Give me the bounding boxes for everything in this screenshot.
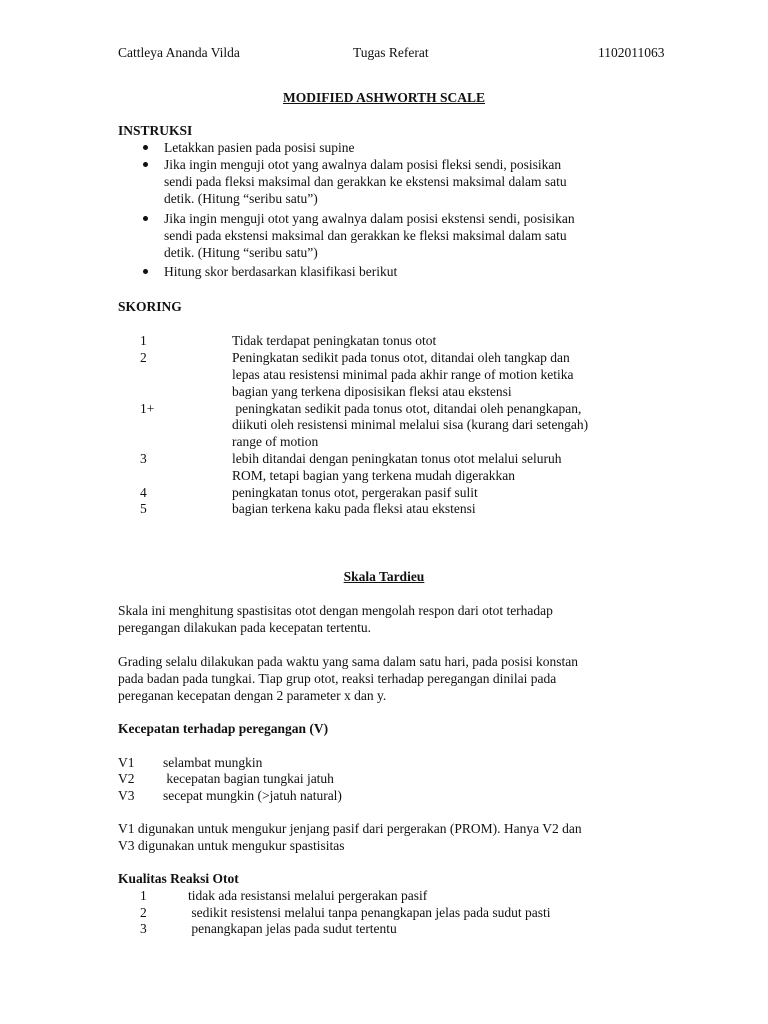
speed-code: V1 xyxy=(118,755,135,770)
speed-desc: selambat mungkin xyxy=(163,755,263,770)
score-desc: lebih ditandai dengan peningkatan tonus otot melalui seluruh xyxy=(232,451,562,466)
score-desc: Peningkatan sedikit pada tonus otot, ditandai oleh tangkap dan xyxy=(232,350,570,365)
bullet-dot xyxy=(143,269,148,274)
header-author: Cattleya Ananda Vilda xyxy=(118,45,240,60)
quality-number: 3 xyxy=(140,921,147,936)
score-number: 3 xyxy=(140,451,147,466)
skoring-heading: SKORING xyxy=(118,299,182,314)
score-desc: range of motion xyxy=(232,434,319,449)
score-desc: bagian terkena kaku pada fleksi atau ekstensi xyxy=(232,501,476,516)
list-item: Letakkan pasien pada posisi supine xyxy=(164,140,355,155)
quality-number: 1 xyxy=(140,888,147,903)
quality-heading: Kualitas Reaksi Otot xyxy=(118,871,239,886)
speed-code: V2 xyxy=(118,771,135,786)
list-item-cont: detik. (Hitung “seribu satu”) xyxy=(164,245,318,260)
score-number: 1+ xyxy=(140,401,155,416)
list-item: Hitung skor berdasarkan klasifikasi berikut xyxy=(164,264,398,279)
score-desc: diikuti oleh resistensi minimal melalui sisa (kurang dari setengah) xyxy=(232,417,589,432)
header-subject: Tugas Referat xyxy=(353,45,429,60)
score-desc: bagian yang terkena diposisikan fleksi atau ekstensi xyxy=(232,384,512,399)
score-desc: peningkatan tonus otot, pergerakan pasif sulit xyxy=(232,485,478,500)
tardieu-paragraph: pereganan kecepatan dengan 2 parameter x dan y. xyxy=(118,688,387,703)
quality-desc: tidak ada resistansi melalui pergerakan pasif xyxy=(188,888,428,903)
score-desc: peningkatan sedikit pada tonus otot, ditandai oleh penangkapan, xyxy=(232,401,582,416)
list-item-cont: detik. (Hitung “seribu satu”) xyxy=(164,191,318,206)
tardieu-paragraph: V1 digunakan untuk mengukur jenjang pasif dari pergerakan (PROM). Hanya V2 dan xyxy=(118,821,582,836)
quality-desc: penangkapan jelas pada sudut tertentu xyxy=(188,921,397,936)
speed-desc: secepat mungkin (>jatuh natural) xyxy=(163,788,342,803)
quality-desc: sedikit resistensi melalui tanpa penangkapan jelas pada sudut pasti xyxy=(188,905,551,920)
speed-code: V3 xyxy=(118,788,135,803)
score-desc: ROM, tetapi bagian yang terkena mudah digerakkan xyxy=(232,468,516,483)
list-item-cont: sendi pada fleksi maksimal dan gerakkan ke ekstensi maksimal dalam satu xyxy=(164,174,567,189)
bullet-dot xyxy=(143,145,148,150)
score-number: 2 xyxy=(140,350,147,365)
score-number: 5 xyxy=(140,501,147,516)
score-desc: lepas atau resistensi minimal pada akhir range of motion ketika xyxy=(232,367,574,382)
score-desc: Tidak terdapat peningkatan tonus otot xyxy=(232,333,437,348)
score-number: 1 xyxy=(140,333,147,348)
bullet-dot xyxy=(143,216,148,221)
tardieu-paragraph: peregangan dilakukan pada kecepatan tertentu. xyxy=(118,620,371,635)
list-item: Jika ingin menguji otot yang awalnya dalam posisi ekstensi sendi, posisikan xyxy=(164,211,575,226)
tardieu-paragraph: pada badan pada tungkai. Tiap grup otot, reaksi terhadap peregangan dinilai pada xyxy=(118,671,557,686)
tardieu-paragraph: Grading selalu dilakukan pada waktu yang sama dalam satu hari, pada posisi konstan xyxy=(118,654,579,669)
bullet-dot xyxy=(143,162,148,167)
instruksi-heading: INSTRUKSI xyxy=(118,123,193,138)
tardieu-paragraph: V3 digunakan untuk mengukur spastisitas xyxy=(118,838,345,853)
quality-number: 2 xyxy=(140,905,147,920)
header-student-id: 1102011063 xyxy=(598,45,665,60)
tardieu-title: Skala Tardieu xyxy=(343,569,425,584)
list-item-cont: sendi pada ekstensi maksimal dan gerakkan ke fleksi maksimal dalam satu xyxy=(164,228,567,243)
speed-heading: Kecepatan terhadap peregangan (V) xyxy=(118,721,329,736)
tardieu-paragraph: Skala ini menghitung spastisitas otot dengan mengolah respon dari otot terhadap xyxy=(118,603,553,618)
score-number: 4 xyxy=(140,485,147,500)
ashworth-title: MODIFIED ASHWORTH SCALE xyxy=(282,90,486,105)
list-item: Jika ingin menguji otot yang awalnya dalam posisi fleksi sendi, posisikan xyxy=(164,157,562,172)
speed-desc: kecepatan bagian tungkai jatuh xyxy=(163,771,334,786)
